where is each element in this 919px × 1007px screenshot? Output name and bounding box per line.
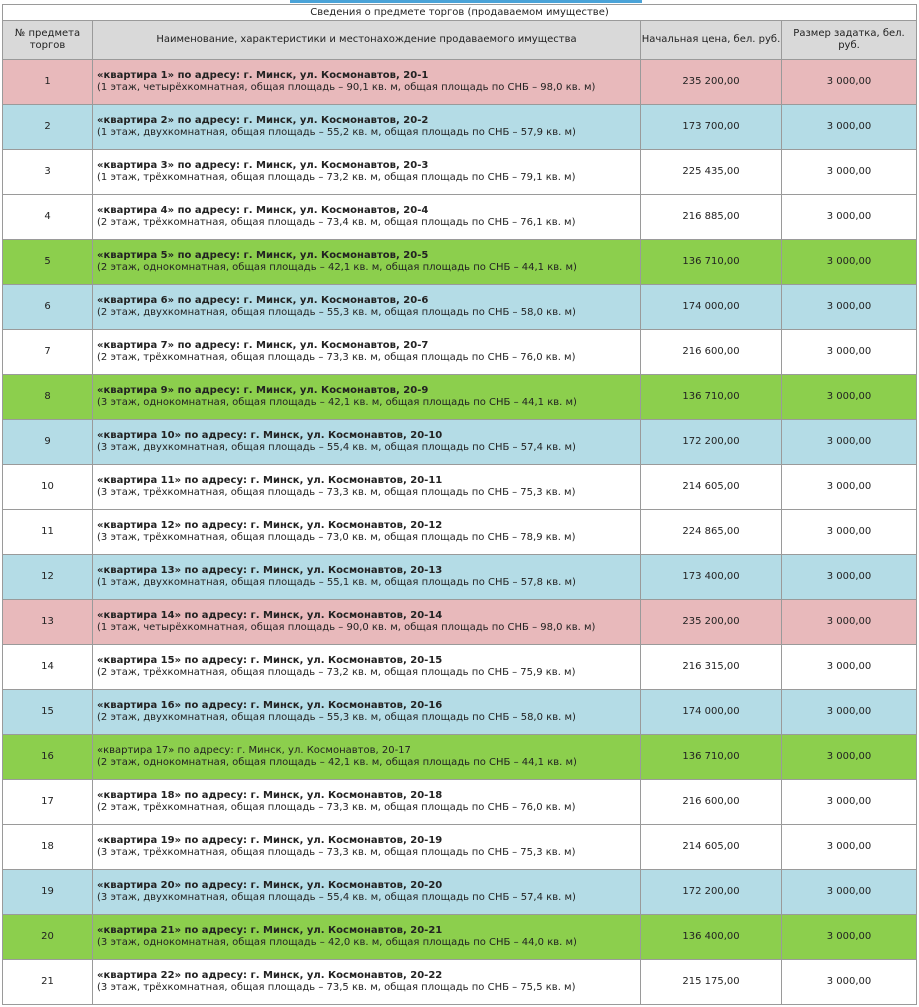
lot-number: 20 [3,915,93,960]
table-row [3,330,917,375]
lot-details: (2 этаж, двухкомнатная, общая площадь – 55,3 кв. м, общая площадь по СНБ – 58,0 кв. м) [97,307,576,318]
lot-description [93,375,641,420]
deposit-amount: 3 000,00 [782,330,917,375]
deposit-amount: 3 000,00 [782,105,917,150]
deposit-amount: 3 000,00 [782,915,917,960]
start-price: 172 200,00 [641,420,782,465]
lot-number: 10 [3,465,93,510]
deposit-amount: 3 000,00 [782,60,917,105]
table-row [3,780,917,825]
deposit-amount: 3 000,00 [782,555,917,600]
table-row [3,645,917,690]
lot-number: 2 [3,105,93,150]
lot-description [93,330,641,375]
lot-details: (3 этаж, однокомнатная, общая площадь – 42,1 кв. м, общая площадь по СНБ – 44,1 кв. м) [97,397,577,408]
table-row [3,105,917,150]
start-price: 174 000,00 [641,285,782,330]
lot-number: 21 [3,960,93,1005]
start-price: 225 435,00 [641,150,782,195]
lot-details: (3 этаж, трёхкомнатная, общая площадь – 73,3 кв. м, общая площадь по СНБ – 75,3 кв. м) [97,487,576,498]
start-price: 214 605,00 [641,465,782,510]
lot-number: 3 [3,150,93,195]
header-deposit: Размер задатка, бел. руб. [782,21,917,60]
lot-details: (1 этаж, четырёхкомнатная, общая площадь – 90,0 кв. м, общая площадь по СНБ – 98,0 кв. м) [97,622,596,633]
table-row [3,240,917,285]
deposit-amount: 3 000,00 [782,780,917,825]
lot-number: 14 [3,645,93,690]
lot-details: (2 этаж, трёхкомнатная, общая площадь – 73,3 кв. м, общая площадь по СНБ – 76,0 кв. м) [97,802,576,813]
table-row [3,420,917,465]
start-price: 216 600,00 [641,780,782,825]
header-description: Наименование, характеристики и местонахождение продаваемого имущества [93,21,641,60]
lot-number: 4 [3,195,93,240]
lot-description [93,780,641,825]
start-price: 173 400,00 [641,555,782,600]
lot-title: «квартира 17» по адресу: г. Минск, ул. Космонавтов, 20-17 [97,745,411,756]
lot-number: 11 [3,510,93,555]
lot-description [93,960,641,1005]
table-row [3,285,917,330]
lot-title: «квартира 14» по адресу: г. Минск, ул. Космонавтов, 20-14 [97,610,443,621]
table-row [3,915,917,960]
lot-description [93,150,641,195]
table-row [3,960,917,1005]
table-row [3,600,917,645]
start-price: 215 175,00 [641,960,782,1005]
lot-title: «квартира 1» по адресу: г. Минск, ул. Космонавтов, 20-1 [97,70,429,81]
lot-title: «квартира 21» по адресу: г. Минск, ул. Космонавтов, 20-21 [97,925,443,936]
lot-description [93,690,641,735]
lot-number: 5 [3,240,93,285]
table-row [3,465,917,510]
deposit-amount: 3 000,00 [782,465,917,510]
top-accent-bar [290,0,642,3]
lot-title: «квартира 12» по адресу: г. Минск, ул. Космонавтов, 20-12 [97,520,443,531]
table-row [3,375,917,420]
lot-details: (2 этаж, двухкомнатная, общая площадь – 55,3 кв. м, общая площадь по СНБ – 58,0 кв. м) [97,712,576,723]
lot-title: «квартира 3» по адресу: г. Минск, ул. Космонавтов, 20-3 [97,160,429,171]
lot-title: «квартира 16» по адресу: г. Минск, ул. Космонавтов, 20-16 [97,700,443,711]
table-row [3,510,917,555]
lot-title: «квартира 13» по адресу: г. Минск, ул. Космонавтов, 20-13 [97,565,443,576]
start-price: 136 710,00 [641,735,782,780]
table-row [3,870,917,915]
lot-title: «квартира 4» по адресу: г. Минск, ул. Космонавтов, 20-4 [97,205,429,216]
lot-number: 12 [3,555,93,600]
start-price: 136 710,00 [641,240,782,285]
start-price: 214 605,00 [641,825,782,870]
lot-title: «квартира 2» по адресу: г. Минск, ул. Космонавтов, 20-2 [97,115,429,126]
table-row [3,825,917,870]
lot-number: 7 [3,330,93,375]
start-price: 216 885,00 [641,195,782,240]
start-price: 216 600,00 [641,330,782,375]
lot-number: 15 [3,690,93,735]
lot-details: (2 этаж, трёхкомнатная, общая площадь – 73,4 кв. м, общая площадь по СНБ – 76,1 кв. м) [97,217,576,228]
lot-description [93,420,641,465]
lot-description [93,870,641,915]
deposit-amount: 3 000,00 [782,600,917,645]
lot-description [93,645,641,690]
lot-description [93,915,641,960]
lot-number: 18 [3,825,93,870]
lot-details: (3 этаж, двухкомнатная, общая площадь – 55,4 кв. м, общая площадь по СНБ – 57,4 кв. м) [97,892,576,903]
lot-details: (2 этаж, однокомнатная, общая площадь – 42,1 кв. м, общая площадь по СНБ – 44,1 кв. м) [97,262,577,273]
start-price: 216 315,00 [641,645,782,690]
lot-number: 19 [3,870,93,915]
lot-description [93,825,641,870]
lot-details: (2 этаж, трёхкомнатная, общая площадь – 73,2 кв. м, общая площадь по СНБ – 75,9 кв. м) [97,667,576,678]
deposit-amount: 3 000,00 [782,645,917,690]
lot-number: 8 [3,375,93,420]
lot-title: «квартира 20» по адресу: г. Минск, ул. Космонавтов, 20-20 [97,880,443,891]
lot-details: (3 этаж, трёхкомнатная, общая площадь – 73,0 кв. м, общая площадь по СНБ – 78,9 кв. м) [97,532,576,543]
lot-description [93,600,641,645]
lot-number: 9 [3,420,93,465]
lot-details: (3 этаж, трёхкомнатная, общая площадь – 73,5 кв. м, общая площадь по СНБ – 75,5 кв. м) [97,982,576,993]
lot-details: (1 этаж, двухкомнатная, общая площадь – 55,2 кв. м, общая площадь по СНБ – 57,9 кв. м) [97,127,576,138]
lot-number: 13 [3,600,93,645]
start-price: 235 200,00 [641,600,782,645]
deposit-amount: 3 000,00 [782,240,917,285]
lot-title: «квартира 11» по адресу: г. Минск, ул. Космонавтов, 20-11 [97,475,443,486]
table-caption: Сведения о предмете торгов (продаваемом имуществе) [3,5,917,21]
lot-title: «квартира 9» по адресу: г. Минск, ул. Космонавтов, 20-9 [97,385,429,396]
lot-title: «квартира 10» по адресу: г. Минск, ул. Космонавтов, 20-10 [97,430,443,441]
start-price: 235 200,00 [641,60,782,105]
lot-description [93,735,641,780]
lot-description [93,195,641,240]
lot-title: «квартира 22» по адресу: г. Минск, ул. Космонавтов, 20-22 [97,970,443,981]
lot-title: «квартира 18» по адресу: г. Минск, ул. Космонавтов, 20-18 [97,790,443,801]
lots-table [2,4,917,1005]
lot-description [93,240,641,285]
table-row [3,555,917,600]
lot-description [93,105,641,150]
deposit-amount: 3 000,00 [782,285,917,330]
header-lot-number: № предмета торгов [3,21,93,60]
deposit-amount: 3 000,00 [782,690,917,735]
lot-number: 17 [3,780,93,825]
lot-title: «квартира 6» по адресу: г. Минск, ул. Космонавтов, 20-6 [97,295,429,306]
lot-title: «квартира 19» по адресу: г. Минск, ул. Космонавтов, 20-19 [97,835,443,846]
lot-title: «квартира 7» по адресу: г. Минск, ул. Космонавтов, 20-7 [97,340,429,351]
deposit-amount: 3 000,00 [782,960,917,1005]
lot-details: (1 этаж, трёхкомнатная, общая площадь – 73,2 кв. м, общая площадь по СНБ – 79,1 кв. м) [97,172,576,183]
lot-details: (2 этаж, однокомнатная, общая площадь – 42,1 кв. м, общая площадь по СНБ – 44,1 кв. м) [97,757,577,768]
deposit-amount: 3 000,00 [782,150,917,195]
lot-details: (2 этаж, трёхкомнатная, общая площадь – 73,3 кв. м, общая площадь по СНБ – 76,0 кв. м) [97,352,576,363]
lot-description [93,285,641,330]
start-price: 136 710,00 [641,375,782,420]
lot-description [93,465,641,510]
lot-title: «квартира 5» по адресу: г. Минск, ул. Космонавтов, 20-5 [97,250,429,261]
start-price: 173 700,00 [641,105,782,150]
lot-number: 6 [3,285,93,330]
table-row [3,60,917,105]
start-price: 224 865,00 [641,510,782,555]
lot-description [93,60,641,105]
deposit-amount: 3 000,00 [782,870,917,915]
lot-details: (3 этаж, трёхкомнатная, общая площадь – 73,3 кв. м, общая площадь по СНБ – 75,3 кв. м) [97,847,576,858]
lot-title: «квартира 15» по адресу: г. Минск, ул. Космонавтов, 20-15 [97,655,443,666]
lot-details: (3 этаж, двухкомнатная, общая площадь – 55,4 кв. м, общая площадь по СНБ – 57,4 кв. м) [97,442,576,453]
deposit-amount: 3 000,00 [782,735,917,780]
table-row [3,150,917,195]
table-row [3,690,917,735]
table-row [3,195,917,240]
table-row [3,735,917,780]
start-price: 136 400,00 [641,915,782,960]
lot-details: (1 этаж, двухкомнатная, общая площадь – 55,1 кв. м, общая площадь по СНБ – 57,8 кв. м) [97,577,576,588]
deposit-amount: 3 000,00 [782,195,917,240]
lot-number: 1 [3,60,93,105]
lot-details: (1 этаж, четырёхкомнатная, общая площадь – 90,1 кв. м, общая площадь по СНБ – 98,0 кв. м) [97,82,596,93]
lot-details: (3 этаж, однокомнатная, общая площадь – 42,0 кв. м, общая площадь по СНБ – 44,0 кв. м) [97,937,577,948]
deposit-amount: 3 000,00 [782,510,917,555]
deposit-amount: 3 000,00 [782,375,917,420]
start-price: 172 200,00 [641,870,782,915]
deposit-amount: 3 000,00 [782,420,917,465]
deposit-amount: 3 000,00 [782,825,917,870]
lot-description [93,510,641,555]
header-start-price: Начальная цена, бел. руб. [641,21,782,60]
lot-number: 16 [3,735,93,780]
start-price: 174 000,00 [641,690,782,735]
table-body [3,60,917,1005]
lot-description [93,555,641,600]
